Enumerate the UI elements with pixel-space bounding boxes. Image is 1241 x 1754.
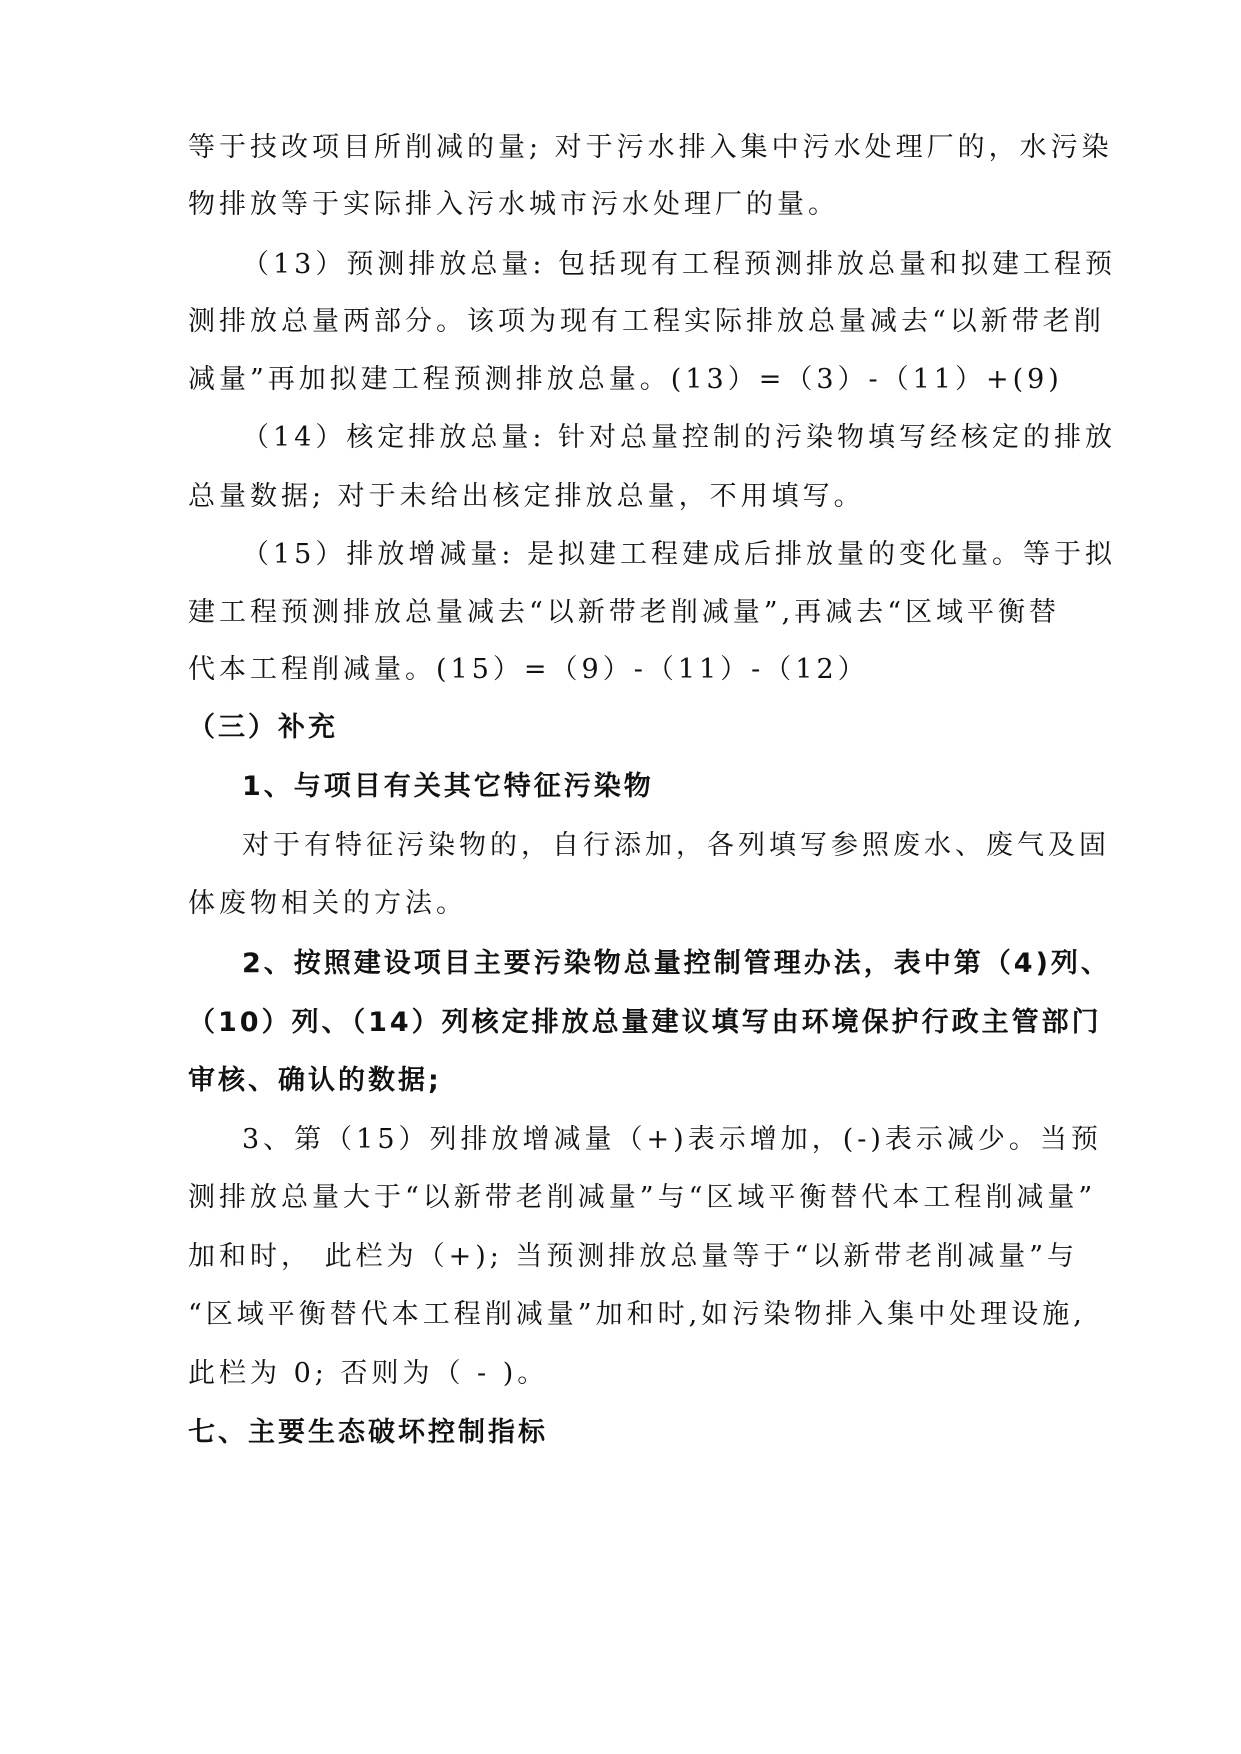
paragraph-14-line-2: 总量数据; 对于未给出核定排放总量，不用填写。 bbox=[188, 481, 865, 512]
paragraph-13-line-2: 测排放总量两部分。该项为现有工程实际排放总量减去“以新带老削 bbox=[188, 306, 1105, 337]
section-heading-ecology: 七、主要生态破坏控制指标 bbox=[188, 1417, 548, 1448]
item-3-line-3: 加和时， 此栏为（+); 当预测排放总量等于“以新带老削减量”与 bbox=[188, 1241, 1079, 1272]
item-3-line-4: “区域平衡替代本工程削减量”加和时,如污染物排入集中处理设施, bbox=[188, 1299, 1086, 1330]
item-2-line-3: 审核、确认的数据; bbox=[188, 1065, 442, 1096]
paragraph-13-line-1: （13）预测排放总量: 包括现有工程预测排放总量和拟建工程预 bbox=[242, 249, 1117, 280]
item-1-line-1: 对于有特征污染物的，自行添加，各列填写参照废水、废气及固 bbox=[242, 830, 1110, 861]
item-2-line-1: 2、按照建设项目主要污染物总量控制管理办法，表中第（4)列、 bbox=[242, 948, 1111, 979]
paragraph-12-line-2: 等于技改项目所削减的量; 对于污水排入集中污水处理厂的，水污染 bbox=[188, 132, 1113, 163]
paragraph-12-line-3: 物排放等于实际排入污水城市污水处理厂的量。 bbox=[188, 189, 839, 220]
paragraph-15-line-2: 建工程预测排放总量减去“以新带老削减量”,再减去“区域平衡替 bbox=[188, 597, 1060, 628]
paragraph-15-line-3: 代本工程削减量。(15）=（9）-（11）-（12） bbox=[188, 654, 869, 685]
paragraph-13-line-3: 减量”再加拟建工程预测排放总量。(13）=（3）-（11）+(9) bbox=[188, 364, 1063, 395]
item-1-line-2: 体废物相关的方法。 bbox=[188, 888, 467, 919]
item-3-line-2: 测排放总量大于“以新带老削减量”与“区域平衡替代本工程削减量” bbox=[188, 1182, 1097, 1213]
item-3-line-1: 3、第（15）列排放增减量（+)表示增加，(-)表示减少。当预 bbox=[242, 1124, 1102, 1155]
paragraph-15-line-1: （15）排放增减量: 是拟建工程建成后排放量的变化量。等于拟 bbox=[242, 539, 1117, 570]
item-2-line-2: （10）列、（14）列核定排放总量建议填写由环境保护行政主管部门 bbox=[188, 1007, 1102, 1038]
section-heading-supplement: （三）补充 bbox=[188, 712, 338, 743]
item-3-line-5: 此栏为 0; 否则为（ - )。 bbox=[188, 1358, 549, 1389]
item-1-heading: 1、与项目有关其它特征污染物 bbox=[242, 771, 654, 802]
paragraph-14-line-1: （14）核定排放总量: 针对总量控制的污染物填写经核定的排放 bbox=[242, 422, 1117, 453]
